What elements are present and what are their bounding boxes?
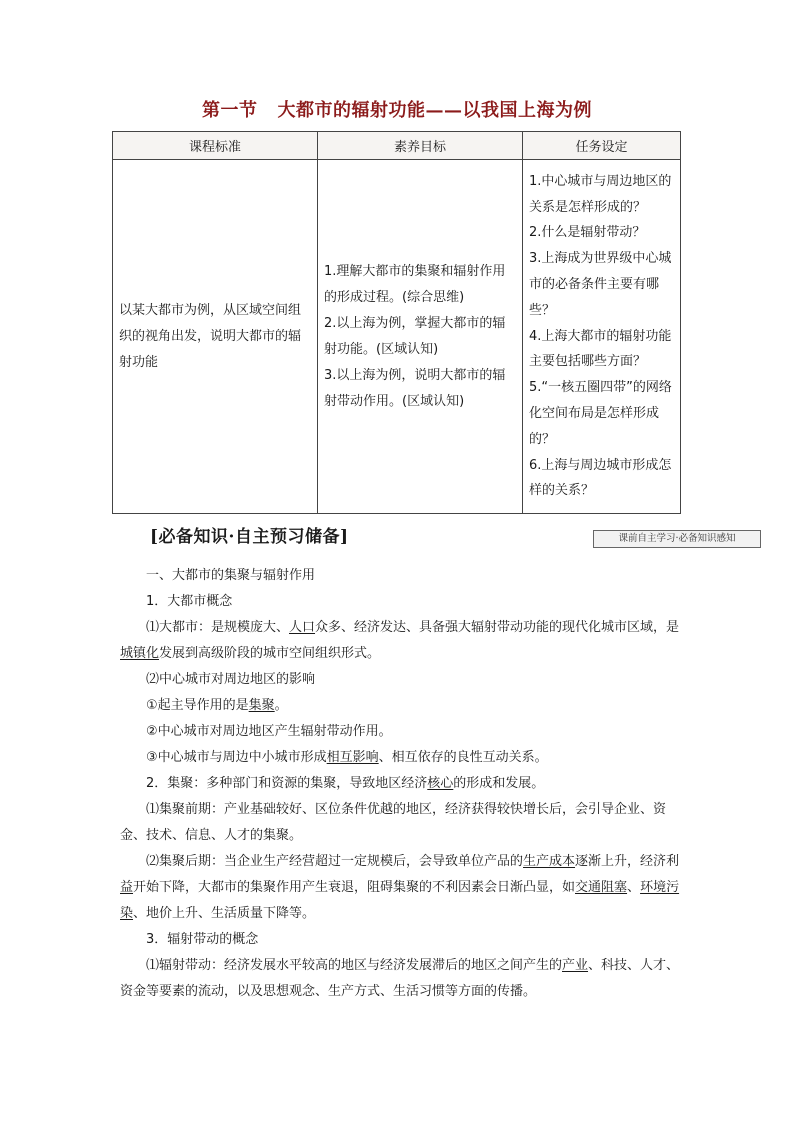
heading-1: 一、大都市的集聚与辐射作用 [146,568,316,583]
section-banner: [必备知识·自主预习储备] [150,527,349,547]
table-row [113,160,681,514]
goal-item: 1.理解大都市的集聚和辐射作用的形成过程。(综合思维) [324,263,506,305]
answer-blank: 人口 [289,620,316,635]
task-item: 5.“一核五圈四带”的网络化空间布局是怎样形成的？ [529,380,672,447]
curriculum-table [112,131,681,514]
answer-blank: 益 [120,880,134,895]
header-standard: 课程标准 [113,132,318,160]
task-item: 6.上海与周边城市形成怎样的关系？ [529,457,672,499]
content-body [120,563,680,1005]
cell-tasks [523,160,681,514]
paragraph: ③中心城市与周边中小城市形成相互影响、相互依存的良性互动关系。 [146,750,548,765]
answer-blank: 集聚 [248,698,275,713]
header-goals: 素养目标 [318,132,523,160]
table-header-row [113,132,681,160]
goal-item: 3.以上海为例，说明大都市的辐射带动作用。(区域认知) [324,367,506,409]
goal-item: 2.以上海为例，掌握大都市的辐射功能。(区域认知) [324,315,506,357]
answer-blank: 交通阻塞 [575,880,628,895]
task-item: 3.上海成为世界级中心城市的必备条件主要有哪些？ [529,251,672,318]
header-tasks: 任务设定 [523,132,681,160]
subheading-3: 3．辐射带动的概念 [146,932,259,947]
subheading-1: 1．大都市概念 [146,594,233,609]
section-number: 第一节 [202,100,258,121]
task-item: 4.上海大都市的辐射功能主要包括哪些方面？ [529,328,672,370]
subheading-2: 2．集聚：多种部门和资源的集聚，导致地区经济核心的形成和发展。 [146,776,545,791]
section-title: 大都市的辐射功能——以我国上海为例 [277,100,592,121]
task-item: 2.什么是辐射带动？ [529,225,646,241]
task-item: 1.中心城市与周边地区的关系是怎样形成的？ [529,173,672,215]
paragraph: ⑴集聚前期：产业基础较好、区位条件优越的地区，经济获得较快增长后，会引导企业、资金、技术、信息、人才的集聚。 [120,802,667,843]
paragraph: ⑵中心城市对周边地区的影响 [146,672,316,687]
paragraph: ⑵集聚后期：当企业生产经营超过一定规模后，会导致单位产品的生产成本逐渐上升，经济利益开始下降，大都市的集聚作用产生衰退，阻碍集聚的不利因素会日渐凸显，如交通阻塞、环境污染、地价上升、生活质量下降等。 [120,854,680,921]
paragraph: ⑴大都市：是规模庞大、人口众多、经济发达、具备强大辐射带动功能的现代化城市区域，是城镇化发展到高级阶段的城市空间组织形式。 [120,620,680,661]
answer-blank: 产业 [562,958,589,973]
section-stamp: 课前自主学习·必备知识感知 [593,530,761,548]
answer-blank: 相互影响 [326,750,379,765]
paragraph: ⑴辐射带动：经济发展水平较高的地区与经济发展滞后的地区之间产生的产业、科技、人才、资金等要素的流动，以及思想观念、生产方式、生活习惯等方面的传播。 [120,958,680,999]
answer-blank: 生产成本 [523,854,576,869]
answer-blank: 核心 [427,776,454,791]
answer-blank: 环境污染 [120,880,680,921]
cell-standard: 以某大都市为例，从区域空间组织的视角出发，说明大都市的辐射功能 [113,160,318,514]
paragraph: ①起主导作用的是集聚。 [146,698,288,713]
page-title [0,96,794,122]
answer-blank: 城镇化 [120,646,160,661]
paragraph: ②中心城市对周边地区产生辐射带动作用。 [146,724,392,739]
cell-goals [318,160,523,514]
